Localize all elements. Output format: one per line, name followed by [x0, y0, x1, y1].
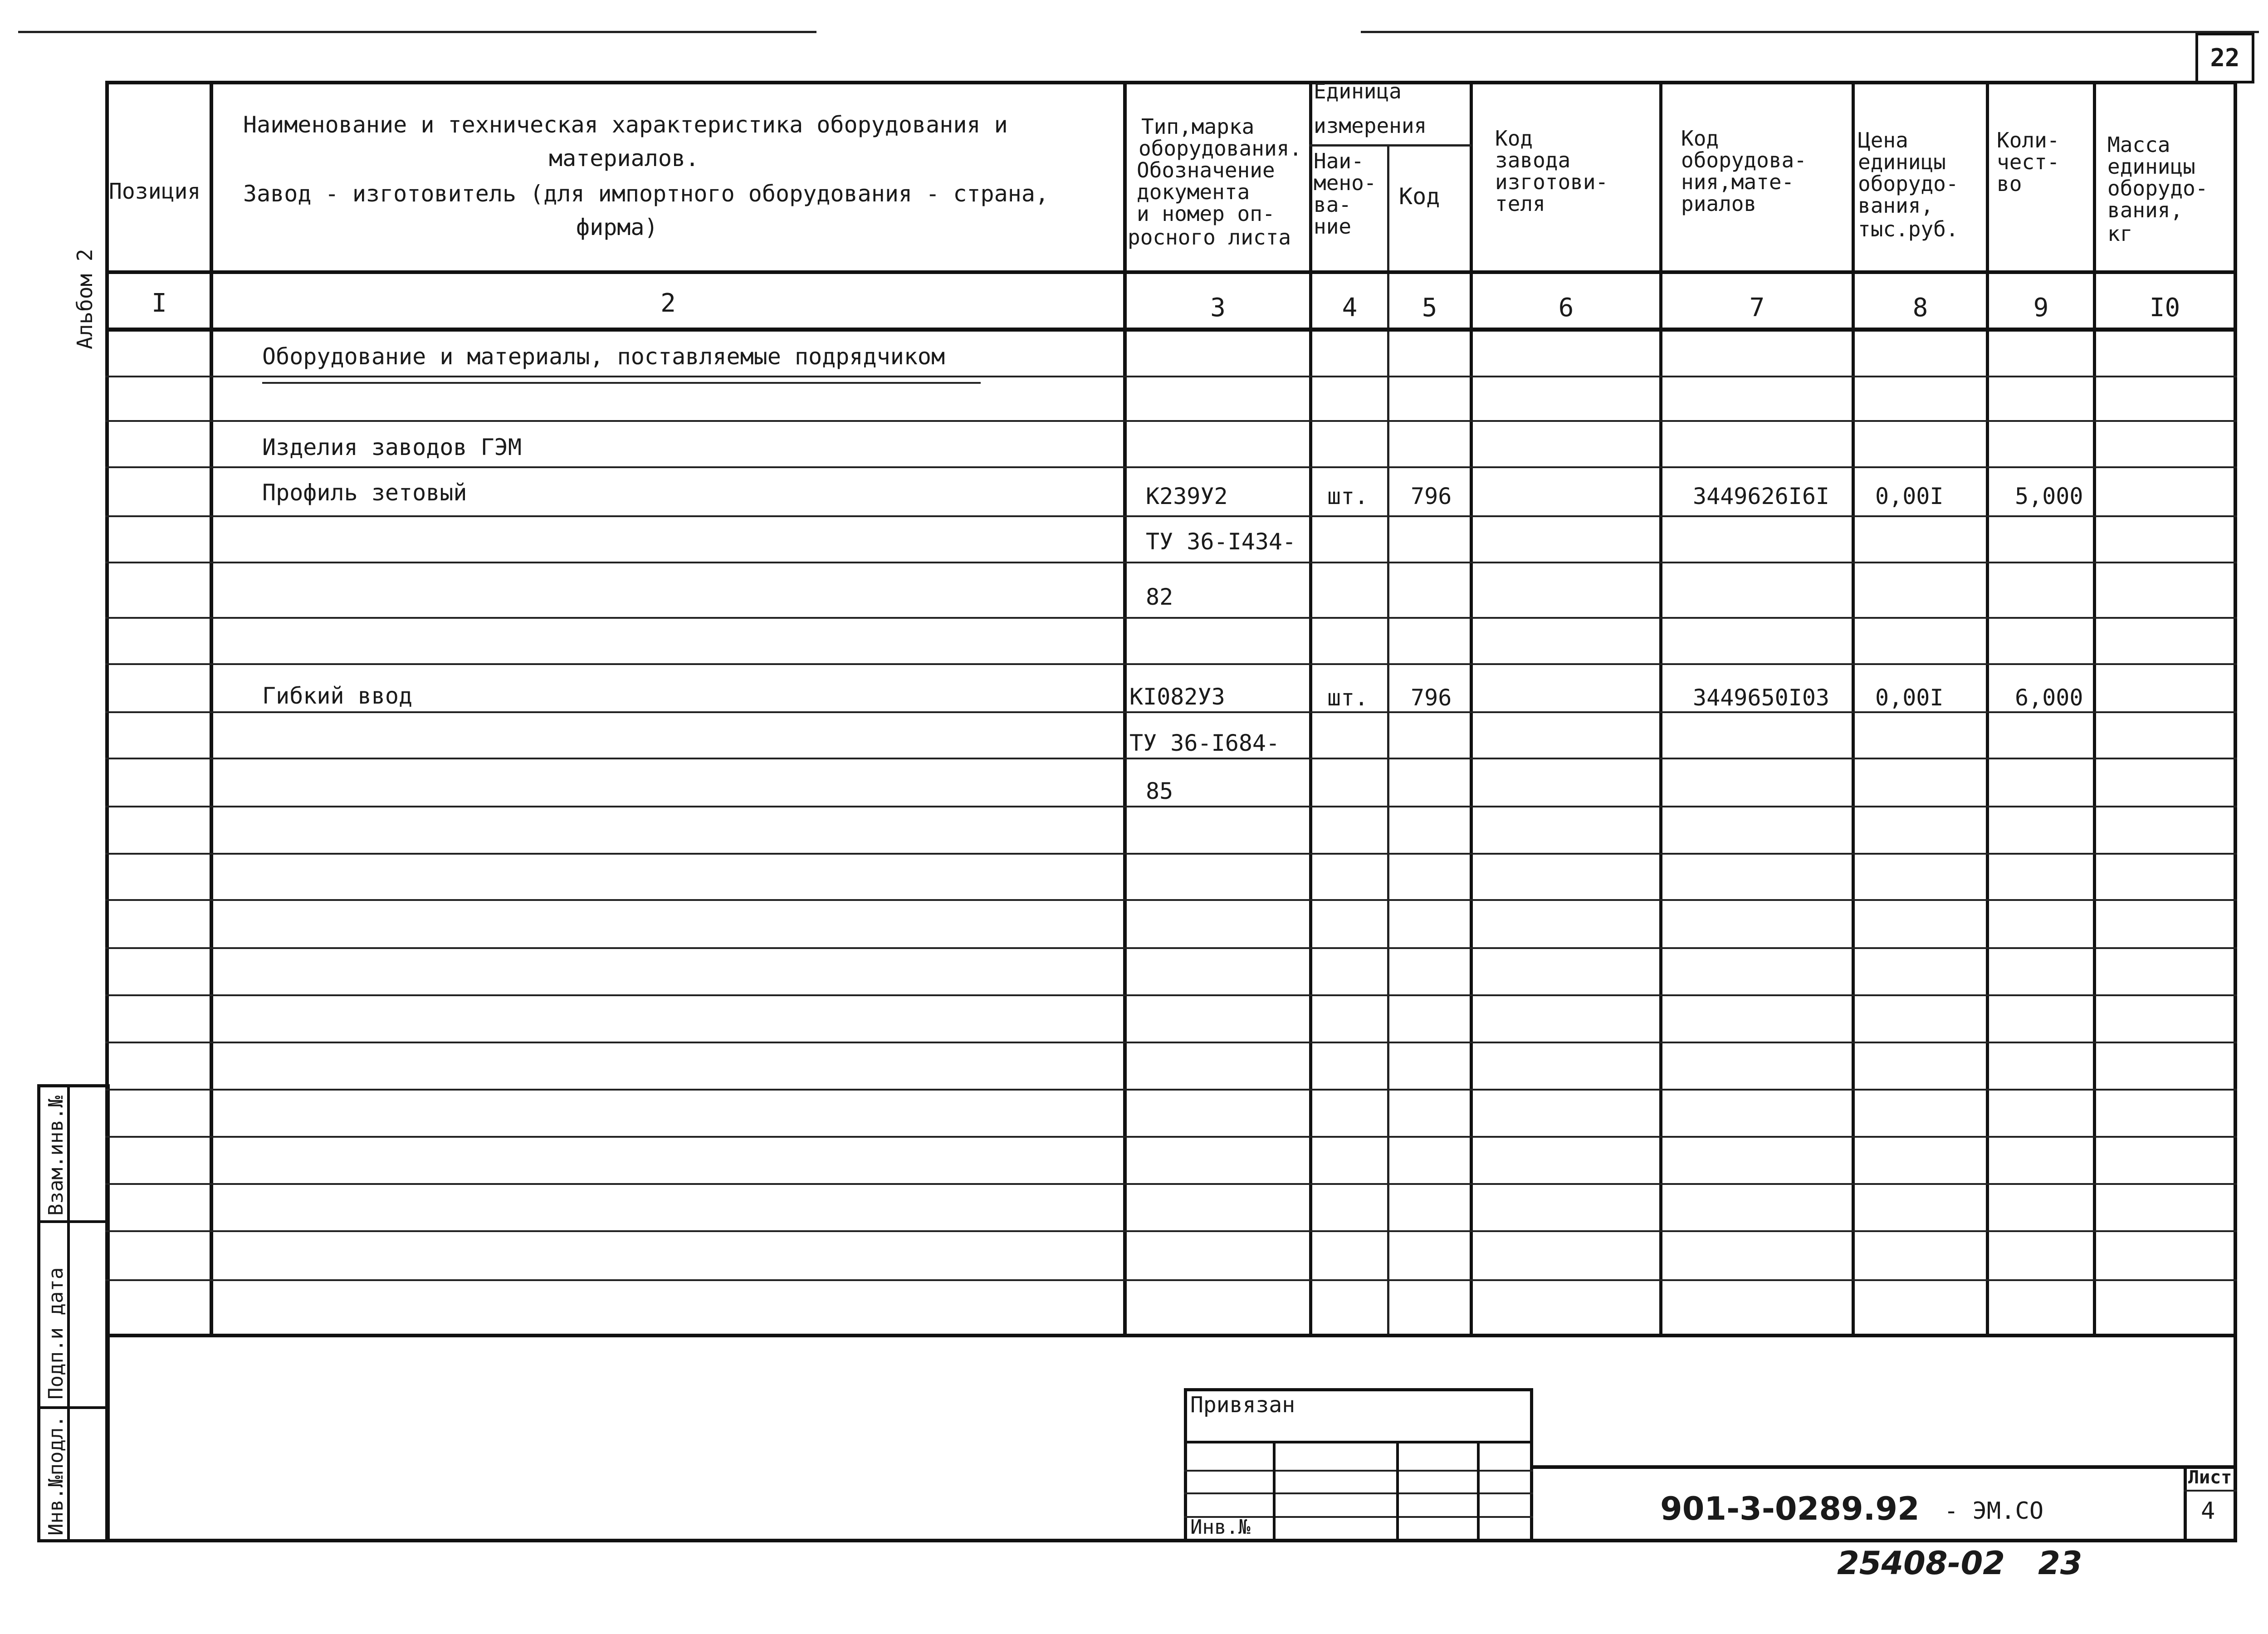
- col-divider-8: [1986, 81, 1989, 1337]
- header-unit-l2: измерения: [1314, 113, 1427, 138]
- privyazan-row-rule: [1184, 1441, 1533, 1443]
- col-divider-5: [1470, 81, 1473, 1337]
- row-rule: [105, 994, 2237, 996]
- row-rule: [105, 1230, 2237, 1232]
- row-rule: [105, 711, 2237, 713]
- row-rule: [105, 663, 2237, 665]
- col-divider-6: [1659, 81, 1662, 1337]
- row-rule: [105, 562, 2237, 563]
- row-rule: [105, 515, 2237, 517]
- item-unit-code: 796: [1411, 685, 1452, 711]
- item-price: 0,00I: [1875, 483, 1944, 509]
- header-name-line4: фирма): [576, 214, 658, 240]
- header-unit-name-l1: Наи-: [1314, 149, 1364, 173]
- colnum-7: 7: [1749, 293, 1765, 323]
- row-rule: [105, 947, 2237, 949]
- header-price-l2: единицы: [1858, 150, 1946, 174]
- col-divider-7: [1852, 81, 1855, 1337]
- header-material-code-l4: риалов: [1681, 191, 1757, 216]
- col-divider-9: [2093, 81, 2096, 1337]
- header-material-code-l3: ния,мате-: [1681, 170, 1794, 194]
- row-rule: [105, 1042, 2237, 1043]
- privyazan-label: Привязан: [1190, 1392, 1295, 1418]
- header-material-code-l1: Код: [1681, 126, 1719, 151]
- header-type-l1: Тип,марка: [1141, 114, 1255, 139]
- side-stamp-divider-1: [37, 1220, 110, 1223]
- item-type-line: ТУ 36-I684-: [1129, 730, 1280, 756]
- item-quantity: 6,000: [2015, 685, 2083, 711]
- colnum-5: 5: [1422, 293, 1437, 323]
- colnum-bottom-rule: [105, 328, 2237, 332]
- row-rule: [105, 853, 2237, 855]
- header-type-l3: Обозначение: [1137, 158, 1275, 182]
- item-quantity: 5,000: [2015, 483, 2083, 509]
- top-rule-right: [1361, 31, 2259, 33]
- top-rule-left: [18, 31, 816, 33]
- header-qty-l2: чест-: [1997, 150, 2060, 174]
- row-rule: [105, 1089, 2237, 1091]
- header-plant-code-l1: Код: [1495, 126, 1533, 151]
- col-divider-3: [1309, 81, 1312, 1337]
- side-stamp-divider-2: [37, 1406, 110, 1409]
- item-material-code: 3449650I03: [1693, 685, 1830, 711]
- colnum-8: 8: [1912, 293, 1928, 323]
- header-mass-l1: Масса: [2107, 132, 2170, 157]
- colnum-1: I: [152, 289, 167, 318]
- privyazan-col-rule-3: [1477, 1441, 1480, 1542]
- col-divider-2: [1123, 81, 1127, 1337]
- colnum-10: I0: [2149, 293, 2180, 323]
- header-type-l4: документа: [1137, 180, 1250, 204]
- colnum-3: 3: [1210, 293, 1226, 323]
- header-name-line3: Завод - изготовитель (для импортного оборудования - страна,: [243, 181, 1049, 207]
- document-suffix: - ЭМ.СО: [1944, 1497, 2044, 1525]
- section-title: Оборудование и материалы, поставляемые подрядчиком: [262, 343, 945, 370]
- header-plant-code-l3: изготови-: [1495, 170, 1608, 194]
- colnum-6: 6: [1558, 293, 1574, 323]
- header-mass-l5: кг: [2107, 221, 2133, 246]
- handwritten-note: 25408-02 23: [1837, 1545, 2082, 1582]
- privyazan-row-rule-2: [1184, 1470, 1533, 1472]
- header-plant-code-l4: теля: [1495, 191, 1545, 216]
- colnum-2: 2: [660, 289, 676, 318]
- stamp-sheet-label-rule: [2184, 1490, 2237, 1492]
- item-name: Профиль зетовый: [262, 479, 467, 506]
- item-type-line: К239У2: [1146, 483, 1228, 509]
- header-price-l5: тыс.руб.: [1858, 217, 1959, 241]
- stamp-label-zam: Взам.инв.№: [44, 1096, 68, 1216]
- row-rule: [105, 806, 2237, 807]
- item-type-line: ТУ 36-I434-: [1146, 528, 1296, 555]
- header-bottom-rule: [105, 270, 2237, 274]
- row-rule: [105, 617, 2237, 619]
- document-code: 901-3-0289.92: [1660, 1490, 1920, 1527]
- unit-subheader-rule: [1309, 144, 1471, 147]
- row-rule: [105, 420, 2237, 422]
- privyazan-col-rule-1: [1273, 1441, 1276, 1542]
- header-unit-name-l2: мено-: [1314, 171, 1377, 195]
- item-type-line: 85: [1146, 778, 1173, 804]
- item-type-line: КI082У3: [1129, 684, 1225, 710]
- header-type-l6: росного листа: [1128, 225, 1291, 250]
- header-mass-l2: единицы: [2107, 154, 2195, 179]
- header-price-l4: вания,: [1858, 193, 1934, 218]
- header-mass-l3: оборудо-: [2107, 176, 2208, 201]
- item-price: 0,00I: [1875, 685, 1944, 711]
- item-name: Гибкий ввод: [262, 683, 413, 709]
- table-bottom-rule: [105, 1334, 2237, 1337]
- item-unit-name: шт.: [1327, 685, 1369, 711]
- colnum-4: 4: [1342, 293, 1358, 323]
- inv-label: Инв.№: [1190, 1516, 1251, 1539]
- item-unit-code: 796: [1411, 483, 1452, 509]
- header-price-l3: оборудо-: [1858, 171, 1959, 196]
- header-qty-l1: Коли-: [1997, 128, 2060, 152]
- header-type-l2: оборудования.: [1139, 136, 1302, 161]
- row-rule: [105, 1279, 2237, 1281]
- group-title: Изделия заводов ГЭМ: [262, 434, 522, 460]
- sheet-number: 4: [2201, 1497, 2215, 1525]
- row-rule: [105, 899, 2237, 901]
- header-material-code-l2: оборудова-: [1681, 148, 1807, 172]
- header-unit-name-l4: ние: [1314, 214, 1352, 239]
- stamp-top-rule: [1533, 1465, 2237, 1469]
- item-type-line: 82: [1146, 584, 1173, 610]
- stamp-label-inv: Инв.№подл.: [44, 1415, 68, 1536]
- header-plant-code-l2: завода: [1495, 148, 1571, 172]
- header-unit-name-l3: ва-: [1314, 192, 1352, 217]
- header-price-l1: Цена: [1858, 128, 1908, 152]
- item-material-code: 3449626I6I: [1693, 483, 1830, 509]
- privyazan-row-rule-3: [1184, 1492, 1533, 1494]
- header-name-line2: материалов.: [549, 145, 699, 171]
- col-divider-1: [210, 81, 213, 1337]
- header-name-line1: Наименование и техническая характеристика оборудования и: [243, 112, 1008, 138]
- row-rule: [105, 466, 2237, 468]
- row-rule: [105, 1183, 2237, 1185]
- sheet-number-box: [2195, 33, 2254, 83]
- stamp-label-podp: Подп.и дата: [44, 1267, 68, 1399]
- header-mass-l4: вания,: [2107, 198, 2183, 222]
- sheet-number-top: 22: [2210, 44, 2240, 72]
- section-title-underline: [262, 382, 981, 384]
- row-rule: [105, 758, 2237, 759]
- privyazan-col-rule-2: [1396, 1441, 1399, 1542]
- sheet-label: Лист: [2188, 1467, 2232, 1488]
- row-rule: [105, 376, 2237, 377]
- header-position: Позиция: [109, 179, 201, 204]
- row-rule: [105, 1136, 2237, 1138]
- col-divider-4: [1387, 144, 1389, 1337]
- header-unit-code: Код: [1399, 183, 1440, 210]
- item-unit-name: шт.: [1327, 483, 1369, 509]
- album-label: Альбом 2: [73, 249, 97, 349]
- header-unit-l1: Единица: [1314, 79, 1402, 103]
- header-type-l5: и номер оп-: [1137, 201, 1275, 226]
- header-qty-l3: во: [1997, 171, 2022, 196]
- stamp-sheet-divider: [2184, 1465, 2187, 1542]
- colnum-9: 9: [2033, 293, 2049, 323]
